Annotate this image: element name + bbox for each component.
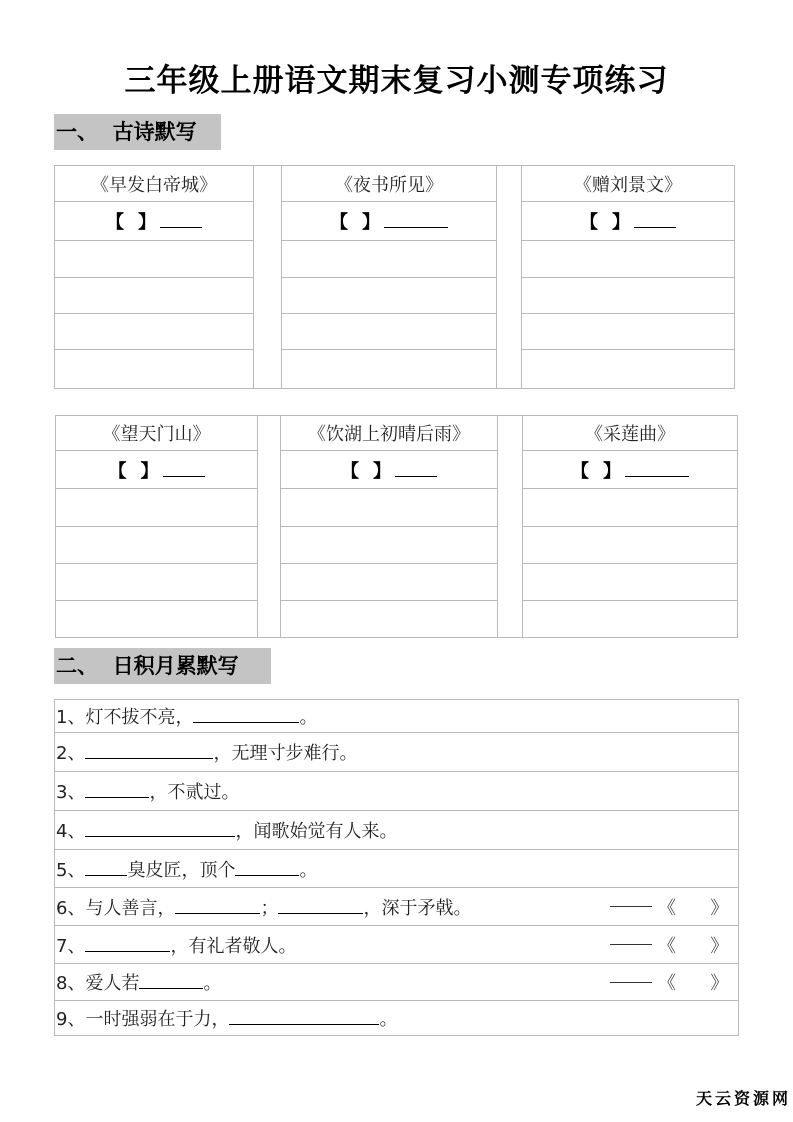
answer-blank[interactable] xyxy=(85,934,170,952)
writing-line-row xyxy=(55,278,735,314)
answer-blank[interactable] xyxy=(139,971,203,989)
fill-item xyxy=(55,926,739,964)
bracket-close: 】 xyxy=(603,460,621,482)
answer-blank[interactable] xyxy=(229,1007,379,1025)
source-book-brackets: 《 》 xyxy=(658,935,729,957)
item-number: 2、 xyxy=(56,743,86,764)
poem-writing-line[interactable] xyxy=(55,350,254,389)
source-attribution[interactable] xyxy=(610,926,728,963)
poem-writing-line[interactable] xyxy=(522,241,735,278)
dash-line xyxy=(610,906,652,907)
fill-item-row xyxy=(55,850,739,888)
prompt-text: ； xyxy=(260,897,279,919)
prompt-text: ，不贰过。 xyxy=(149,782,240,803)
fill-item xyxy=(55,733,739,772)
poem-writing-line[interactable] xyxy=(282,314,497,350)
poem-writing-line[interactable] xyxy=(522,278,735,314)
prompt-text: ，有礼者敬人。 xyxy=(170,935,297,957)
poem-title: 《夜书所见》 xyxy=(282,166,497,202)
column-gap xyxy=(498,416,523,638)
prompt-text: 臭皮匠，顶个 xyxy=(127,859,236,881)
author-blank[interactable] xyxy=(384,210,448,228)
poem-writing-line[interactable] xyxy=(281,489,498,527)
poem-title-row xyxy=(55,166,735,202)
source-book-brackets: 《 》 xyxy=(658,973,729,994)
answer-blank[interactable] xyxy=(235,858,299,876)
bracket-open: 【 xyxy=(106,212,124,233)
fill-item xyxy=(55,850,739,888)
author-blank[interactable] xyxy=(160,210,202,228)
bracket-open: 【 xyxy=(108,460,127,482)
answer-blank[interactable] xyxy=(85,819,235,837)
fill-item-row xyxy=(55,926,739,964)
poem-writing-line[interactable] xyxy=(523,489,738,527)
author-blank[interactable] xyxy=(395,459,437,477)
poem-writing-line[interactable] xyxy=(282,350,497,389)
item-number: 3、 xyxy=(56,782,86,803)
poem-title: 《采莲曲》 xyxy=(523,416,738,451)
poem-dictation-table xyxy=(54,165,735,389)
poem-dictation-table xyxy=(55,415,738,638)
answer-blank[interactable] xyxy=(85,858,127,876)
source-attribution[interactable] xyxy=(610,888,728,925)
prompt-text: ，无理寸步难行。 xyxy=(213,743,358,764)
poem-writing-line[interactable] xyxy=(522,314,735,350)
prompt-text: 。 xyxy=(379,1009,398,1030)
watermark: 天云资源网 xyxy=(696,1089,792,1108)
dynasty-author-field[interactable] xyxy=(56,451,258,489)
column-gap xyxy=(497,166,522,389)
fill-item-row xyxy=(55,700,739,733)
prompt-text: 。 xyxy=(299,859,318,881)
fill-item-row xyxy=(55,1001,739,1036)
fill-item-row xyxy=(55,964,739,1001)
bracket-open: 【 xyxy=(580,212,598,233)
dynasty-author-field[interactable] xyxy=(281,451,498,489)
bracket-close: 】 xyxy=(362,212,380,233)
fill-item-row xyxy=(55,733,739,772)
fill-item xyxy=(55,700,739,733)
bracket-close: 】 xyxy=(138,212,156,233)
source-book-brackets: 《 》 xyxy=(658,897,729,919)
poem-writing-line[interactable] xyxy=(281,564,498,601)
author-blank[interactable] xyxy=(163,459,205,477)
writing-line-row xyxy=(56,601,738,638)
fill-item xyxy=(55,1001,739,1036)
prompt-text: 一时强弱在于力， xyxy=(85,1009,230,1030)
item-number: 7、 xyxy=(56,935,86,957)
poem-writing-line[interactable] xyxy=(55,241,254,278)
poem-writing-line[interactable] xyxy=(282,241,497,278)
writing-line-row xyxy=(55,241,735,278)
fill-item-row xyxy=(55,811,739,850)
author-blank[interactable] xyxy=(634,210,676,228)
column-gap xyxy=(258,416,281,638)
poem-writing-line[interactable] xyxy=(523,527,738,564)
answer-blank[interactable] xyxy=(175,896,260,914)
poem-writing-line[interactable] xyxy=(55,278,254,314)
fill-item-row xyxy=(55,772,739,811)
fill-in-blank-table xyxy=(54,699,739,1036)
prompt-text: 。 xyxy=(299,707,318,728)
dynasty-author-field[interactable] xyxy=(55,202,254,241)
fill-item-row xyxy=(55,888,739,926)
bracket-open: 【 xyxy=(571,460,589,482)
dynasty-author-field[interactable] xyxy=(522,202,735,241)
item-number: 6、 xyxy=(56,897,86,919)
bracket-close: 】 xyxy=(612,212,630,233)
writing-line-row xyxy=(56,527,738,564)
answer-blank[interactable] xyxy=(193,705,299,723)
writing-line-row xyxy=(55,350,735,389)
bracket-close: 】 xyxy=(140,460,159,482)
dash-line xyxy=(610,982,652,983)
item-number: 9、 xyxy=(56,1009,86,1030)
dynasty-author-field[interactable] xyxy=(282,202,497,241)
prompt-text: ，闻歌始觉有人来。 xyxy=(235,821,398,842)
column-gap xyxy=(254,166,282,389)
poem-writing-line[interactable] xyxy=(523,564,738,601)
poem-author-row xyxy=(56,451,738,489)
source-attribution[interactable] xyxy=(610,964,728,1000)
answer-blank[interactable] xyxy=(85,780,149,798)
fill-item xyxy=(55,772,739,811)
poem-writing-line[interactable] xyxy=(281,527,498,564)
page-title: 三年级上册语文期末复习小测专项练习 xyxy=(124,63,669,99)
bracket-open: 【 xyxy=(341,460,359,482)
bracket-close: 】 xyxy=(373,460,391,482)
prompt-text: 。 xyxy=(203,973,222,994)
author-blank[interactable] xyxy=(625,459,689,477)
item-number: 8、 xyxy=(56,973,86,994)
poem-writing-line[interactable] xyxy=(56,601,258,638)
poem-writing-line[interactable] xyxy=(281,601,498,638)
poem-writing-line[interactable] xyxy=(282,278,497,314)
item-number: 1、 xyxy=(56,707,86,728)
poem-author-row xyxy=(55,202,735,241)
section-heading-ancient-poems: 一、 古诗默写 xyxy=(54,114,221,150)
bracket-open: 【 xyxy=(330,212,348,233)
item-number: 4、 xyxy=(56,821,86,842)
poem-writing-line[interactable] xyxy=(56,564,258,601)
poem-writing-line[interactable] xyxy=(55,314,254,350)
poem-title-row xyxy=(56,416,738,451)
answer-blank[interactable] xyxy=(85,741,213,759)
writing-line-row xyxy=(55,314,735,350)
prompt-text: 灯不拔不亮， xyxy=(85,707,194,728)
poem-writing-line[interactable] xyxy=(56,489,258,527)
item-number: 5、 xyxy=(56,859,86,881)
fill-item xyxy=(55,964,739,1001)
poem-title: 《早发白帝城》 xyxy=(55,166,254,202)
dash-line xyxy=(610,944,652,945)
poem-writing-line[interactable] xyxy=(56,527,258,564)
poem-title: 《赠刘景文》 xyxy=(522,166,735,202)
fill-item xyxy=(55,888,739,926)
fill-item xyxy=(55,811,739,850)
prompt-text: 与人善言， xyxy=(85,897,176,919)
poem-writing-line[interactable] xyxy=(523,601,738,638)
dynasty-author-field[interactable] xyxy=(523,451,738,489)
poem-title: 《饮湖上初晴后雨》 xyxy=(281,416,498,451)
writing-line-row xyxy=(56,489,738,527)
poem-title: 《望天门山》 xyxy=(56,416,258,451)
writing-line-row xyxy=(56,564,738,601)
poem-writing-line[interactable] xyxy=(522,350,735,389)
answer-blank[interactable] xyxy=(278,896,363,914)
section-heading-daily-accumulation: 二、 日积月累默写 xyxy=(54,648,271,684)
prompt-text: ，深于矛戟。 xyxy=(363,897,472,919)
prompt-text: 爱人若 xyxy=(85,973,140,994)
